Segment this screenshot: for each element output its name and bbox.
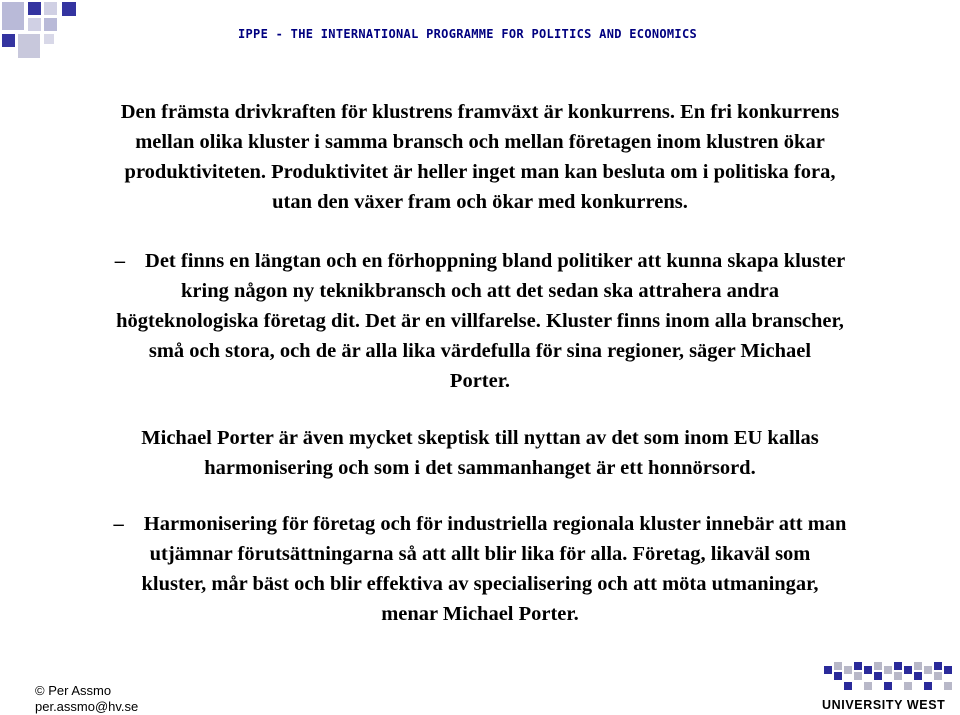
paragraph-2-line-2: kring någon ny teknikbransch och att det sedan ska attrahera andra (181, 280, 779, 302)
paragraph-1-line-3: produktiviteten. Produktivitet är heller inget man kan besluta om i politiska fora, (124, 161, 836, 183)
paragraph-1-line-1: Den främsta drivkraften för klustrens framväxt är konkurrens. En fri konkurrens (120, 101, 840, 123)
paragraph-2-line-5: Porter. (449, 370, 511, 392)
paragraph-4-dash: – (113, 513, 124, 535)
footer-email: per.assmo@hv.se (35, 699, 139, 714)
paragraph-4-line-3: kluster, mår bäst och blir effektiva av specialisering och att möta utmaningar, (141, 573, 819, 595)
university-west-logo-text: UNIVERSITY WEST (822, 698, 946, 712)
paragraph-2-line-3: högteknologiska företag dit. Det är en villfarelse. Kluster finns inom alla branscher, (116, 310, 844, 332)
paragraph-1-line-2: mellan olika kluster i samma bransch och mellan företagen inom klustren ökar (135, 131, 825, 153)
paragraph-4 (0, 509, 960, 629)
paragraph-3-line-2: harmonisering och som i det sammanhanget är ett honnörsord. (204, 457, 756, 479)
paragraph-1 (0, 97, 960, 217)
header-title: IPPE - THE INTERNATIONAL PROGRAMME FOR POLITICS AND ECONOMICS (238, 27, 698, 41)
paragraph-4-line-4: menar Michael Porter. (381, 603, 579, 625)
university-west-emblem-icon (824, 662, 952, 690)
paragraph-1-line-4: utan den växer fram och ökar med konkurrens. (272, 191, 688, 213)
paragraph-4-line-1-text: Harmonisering för företag och för industriella regionala kluster innebär att man (143, 513, 847, 535)
paragraph-2-line-1-text: Det finns en längtan och en förhoppning bland politiker att kunna skapa kluster (145, 250, 846, 272)
paragraph-2-dash: – (114, 250, 126, 272)
footer-copyright: © Per Assmo (35, 683, 112, 698)
paragraph-2-line-4: små och stora, och de är alla lika värdefulla för sina regioner, säger Michael (148, 340, 812, 362)
paragraph-4-line-1 (0, 509, 960, 539)
paragraph-4-line-2: utjämnar förutsättningarna så att allt blir lika för alla. Företag, likaväl som (149, 543, 811, 565)
paragraph-2-line-1 (0, 246, 960, 276)
paragraph-3-line-1: Michael Porter är även mycket skeptisk till nyttan av det som inom EU kallas (141, 427, 819, 449)
paragraph-2 (0, 246, 960, 396)
paragraph-3 (0, 423, 960, 483)
corner-squares-logo (0, 0, 80, 62)
